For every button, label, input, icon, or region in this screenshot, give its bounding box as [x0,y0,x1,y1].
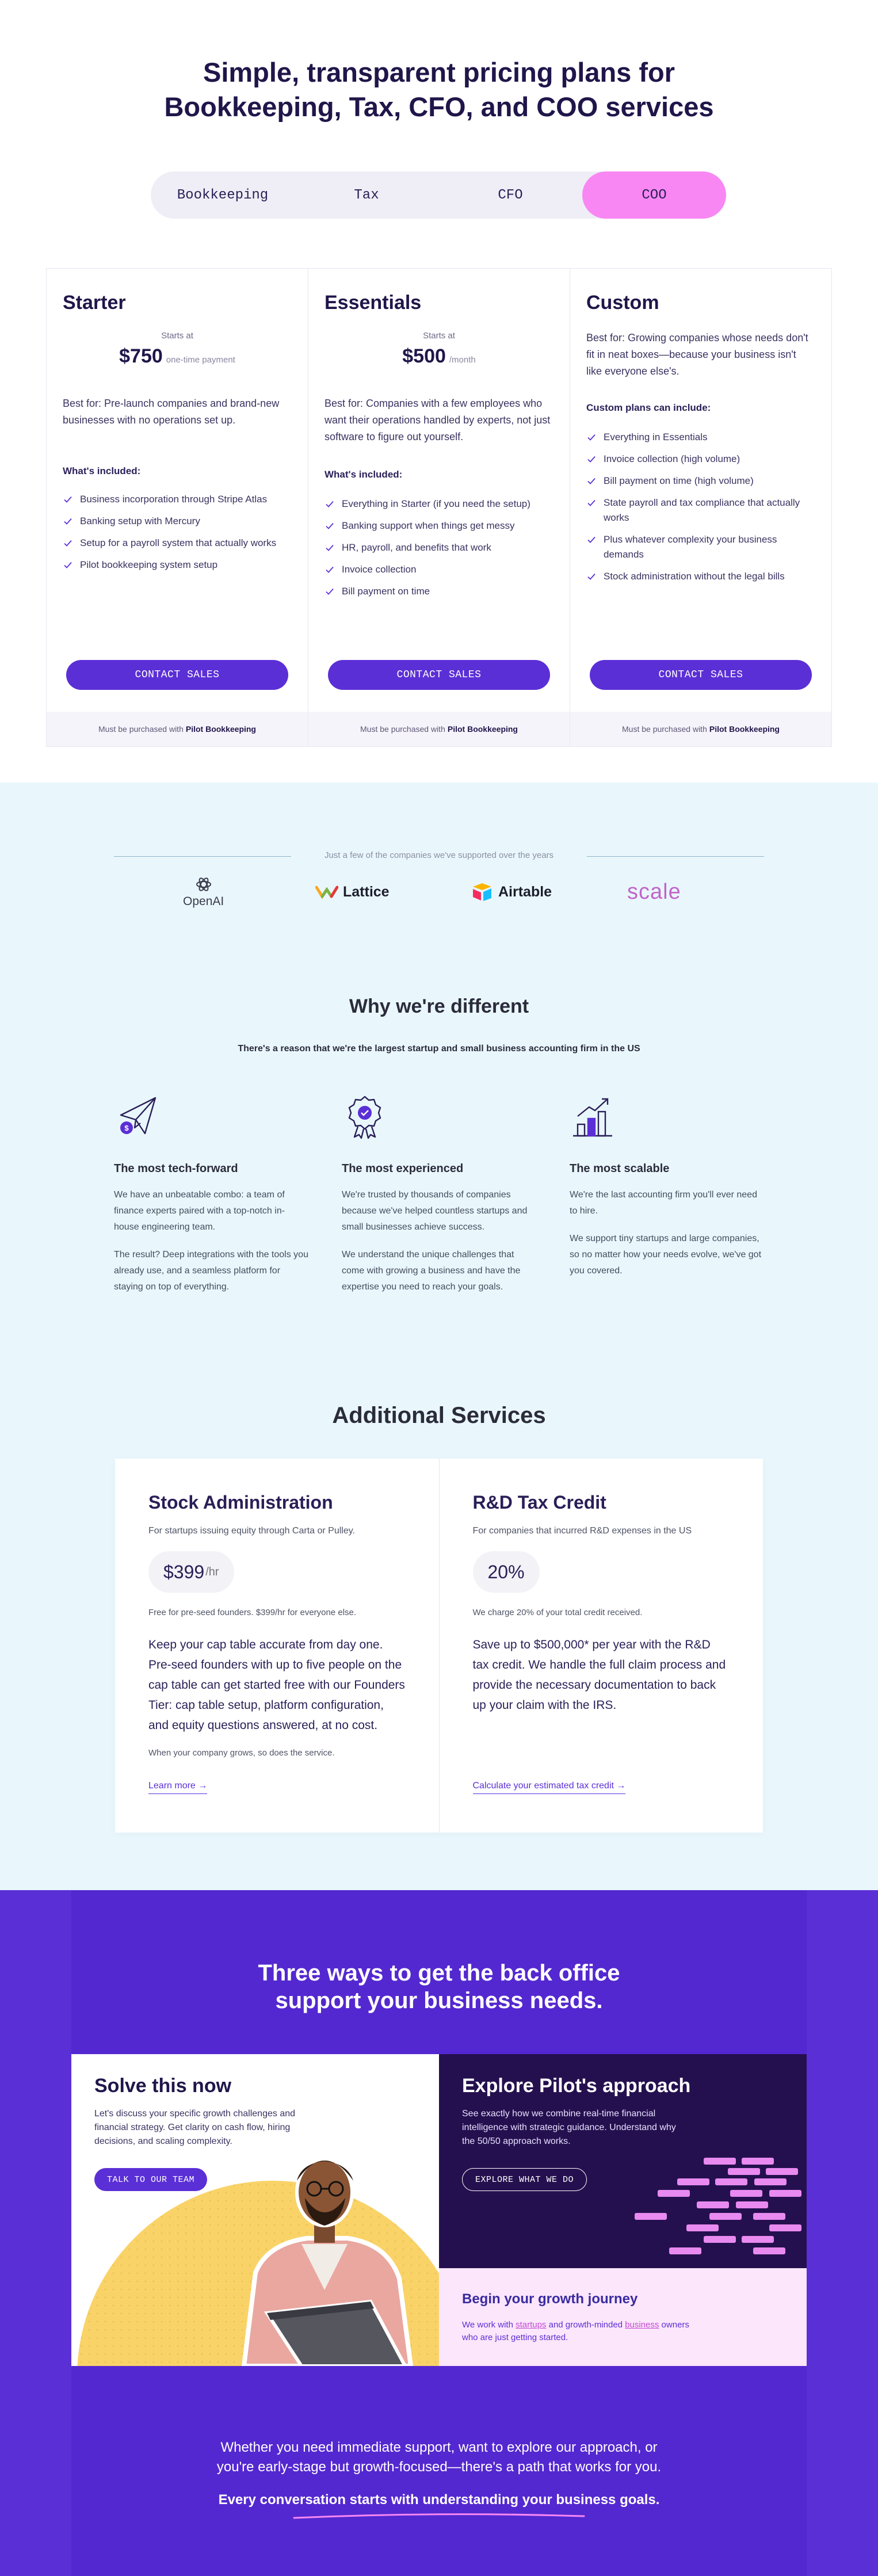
explore-what-we-do-button[interactable]: EXPLORE WHAT WE DO [462,2168,587,2191]
check-icon [326,522,334,530]
plan-name: Essentials [325,292,422,314]
check-icon [587,499,595,507]
check-icon [587,477,595,485]
best-for-text: Best for: Companies with a few employees who want their operations handled by experts, not just software to figure out yourself. [325,398,551,442]
plan-name: Starter [63,292,126,314]
feature-list [63,492,293,579]
why-item-title: The most experienced [342,1162,464,1175]
check-icon [64,539,72,547]
list-item: Business incorporation through Stripe Atlas [63,492,293,507]
closing-text: Whether you need immediate support, want to explore our approach, or you're early-stage but growth-focused—there's a path that works for you. [216,2440,662,2475]
tile-title: Begin your growth journey [462,2291,638,2307]
service-note: Free for pre-seed founders. $399/hr for everyone else. [148,1608,357,1617]
tile-text: We work with startups and growth-minded business owners who are just getting started. [462,2320,689,2342]
service-desc: For companies that incurred R&D expenses in the US [472,1526,692,1536]
logos-and-why-section [0,783,878,1890]
plan-footer-note: Must be purchased with Pilot Bookkeeping [308,712,570,746]
plan-footer-note: Must be purchased with Pilot Bookkeeping [570,712,831,746]
service-stock-administration [115,1459,440,1833]
person-with-laptop-photo [232,2129,439,2366]
list-item: Pilot bookkeeping system setup [63,558,293,573]
service-price-pill [148,1551,234,1593]
divider [587,856,764,857]
best-for-text: Best for: Growing companies whose needs don't fit in neat boxes—because your business isn't like everyone else's. [586,332,808,377]
tile-text: See exactly how we combine real-time financial intelligence with strategic guidance. Understand why the 50/50 approach works. [462,2109,676,2146]
list-item: Everything in Starter (if you need the setup) [325,497,555,512]
plan-name: Custom [586,292,659,314]
why-item-text: We're trusted by thousands of companies because we've helped countless startups and small businesses achieve success. [342,1190,528,1232]
growth-chart-icon [570,1093,616,1139]
service-desc: For startups issuing equity through Carta or Pulley. [148,1526,355,1536]
contact-sales-button[interactable]: CONTACT SALES [328,660,550,690]
price-block [308,331,570,368]
list-item: Invoice collection [325,562,555,577]
list-item: Plus whatever complexity your business demands [586,532,816,562]
list-item: Everything in Essentials [586,430,816,445]
list-item: Bill payment on time (high volume) [586,474,816,489]
plan-card-starter [47,269,308,746]
tile-text: Let's discuss your specific growth challenges and financial strategy. Get clarity on cash flow, hiring decisions, and scaling complexity. [94,2109,296,2146]
tab-coo[interactable]: COO [582,171,726,219]
list-item: HR, payroll, and benefits that work [325,540,555,555]
logo-scale [627,877,681,906]
why-item-experienced [342,1093,537,1295]
service-body: Keep your cap table accurate from day one. Pre-seed founders with up to five people on the cap table can get started free with our Founders Tier: cap table setup, platform configuration, and equity questions answered, at no cost. [148,1638,405,1732]
service-title: R&D Tax Credit [472,1492,606,1513]
included-title: Custom plans can include: [586,402,711,413]
scale-logo: scale [627,879,681,904]
why-item-title: The most tech-forward [114,1162,238,1175]
companies-caption: Just a few of the companies we've supported over the years [324,850,554,860]
plan-tab-bar [151,171,726,219]
page-title: Simple, transparent pricing plans for Bookkeeping, Tax, CFO, and COO services [164,57,714,122]
why-item-text: We understand the unique challenges that come with growing a business and have the expertise you need to reach your goals. [342,1250,521,1292]
why-item-tech-forward [114,1093,310,1295]
check-icon [64,561,72,569]
service-body: Save up to $500,000* per year with the R&D tax credit. We handle the full claim process and provide the necessary documentation to back up your claim with the IRS. [472,1638,726,1712]
airtable-icon [471,882,494,902]
plan-card-essentials [308,269,570,746]
best-for-text: Best for: Pre-launch companies and brand-new businesses with no operations set up. [63,398,280,426]
service-price-pill [473,1551,540,1593]
learn-more-link[interactable]: Learn more → [148,1781,207,1794]
why-item-text: We have an unbeatable combo: a team of finance experts paired with a top-notch in-house engineering team. [114,1190,285,1232]
startups-link[interactable]: startups [516,2320,547,2330]
starts-at-label: Starts at [423,331,455,341]
list-item: Setup for a payroll system that actually works [63,536,293,551]
award-badge-icon [342,1093,388,1139]
logo-lattice: Lattice [315,877,390,906]
three-ways-section [0,1890,878,2576]
price-unit: /month [449,355,476,365]
check-icon [587,536,595,544]
feature-list [586,430,816,591]
check-icon [64,495,72,503]
options-grid [71,2054,807,2366]
check-icon [587,455,595,463]
talk-to-our-team-button[interactable]: TALK TO OUR TEAM [94,2168,207,2191]
plan-cards [46,268,832,747]
check-icon [326,566,334,574]
check-icon [64,517,72,525]
logo-airtable: Airtable [471,877,552,906]
business-link[interactable]: business [625,2320,659,2330]
plan-price: $750 [119,345,163,367]
service-price: 20% [487,1561,525,1582]
contact-sales-button[interactable]: CONTACT SALES [590,660,812,690]
closing-cta-text: Every conversation starts with understanding your business goals. [0,2492,878,2520]
pricing-section [0,0,878,783]
why-item-text: We're the last accounting firm you'll ever need to hire. [570,1190,757,1216]
decorative-bars-graphic [623,2146,807,2268]
plan-card-custom [570,269,831,746]
service-small-note: When your company grows, so does the service. [148,1748,335,1758]
check-icon [326,587,334,596]
check-icon [326,544,334,552]
three-ways-title: Three ways to get the back office support your business needs. [258,1960,620,2013]
logo-openai: OpenAI [183,877,224,906]
service-price-unit: /hr [205,1565,219,1578]
price-unit: one-time payment [166,355,235,365]
included-title: What's included: [63,465,141,476]
calculate-tax-credit-link[interactable]: Calculate your estimated tax credit → [473,1781,626,1794]
price-block [47,331,308,368]
service-title: Stock Administration [148,1492,333,1513]
tile-title: Solve this now [94,2075,232,2097]
section-title: Why we're different [349,995,529,1017]
plan-price: $500 [402,345,446,367]
openai-icon [194,875,213,894]
paper-plane-icon [114,1093,160,1139]
list-item: Invoice collection (high volume) [586,452,816,467]
starts-at-label: Starts at [161,331,193,341]
list-item: Bill payment on time [325,584,555,599]
service-price: $399 [163,1561,205,1582]
list-item: Banking support when things get messy [325,518,555,533]
tab-tax[interactable]: Tax [354,187,379,203]
tile-explore-approach [439,2054,807,2268]
list-item: Stock administration without the legal bills [586,569,816,584]
feature-list [325,497,555,606]
lattice-icon [315,884,338,900]
service-rd-tax-credit [440,1459,764,1833]
list-item: Banking setup with Mercury [63,514,293,529]
additional-services-title: Additional Services [332,1403,546,1428]
additional-services-card [115,1459,763,1833]
included-title: What's included: [325,469,403,480]
check-icon [587,573,595,581]
service-note: We charge 20% of your total credit received. [472,1608,643,1617]
tile-solve-this-now [71,2054,439,2366]
tab-bookkeeping[interactable]: Bookkeeping [177,187,269,203]
list-item: State payroll and tax compliance that actually works [586,495,816,525]
plan-footer-note: Must be purchased with Pilot Bookkeeping [47,712,308,746]
tile-growth-journey [439,2268,807,2366]
why-item-text: We support tiny startups and large companies, so no matter how your needs evolve, we've got you covered. [570,1234,762,1276]
svg-text:$: $ [124,1124,129,1132]
check-icon [326,500,334,508]
underline-swoosh [289,2513,589,2520]
why-item-text: The result? Deep integrations with the tools you already use, and a seamless platform for staying on top of everything. [114,1250,308,1292]
tile-title: Explore Pilot's approach [462,2075,691,2097]
section-subtitle: There's a reason that we're the largest startup and small business accounting firm in the US [238,1044,640,1054]
contact-sales-button[interactable]: CONTACT SALES [66,660,288,690]
why-item-scalable [570,1093,765,1279]
why-item-title: The most scalable [570,1162,670,1175]
check-icon [587,433,595,441]
tab-cfo[interactable]: CFO [498,187,523,203]
